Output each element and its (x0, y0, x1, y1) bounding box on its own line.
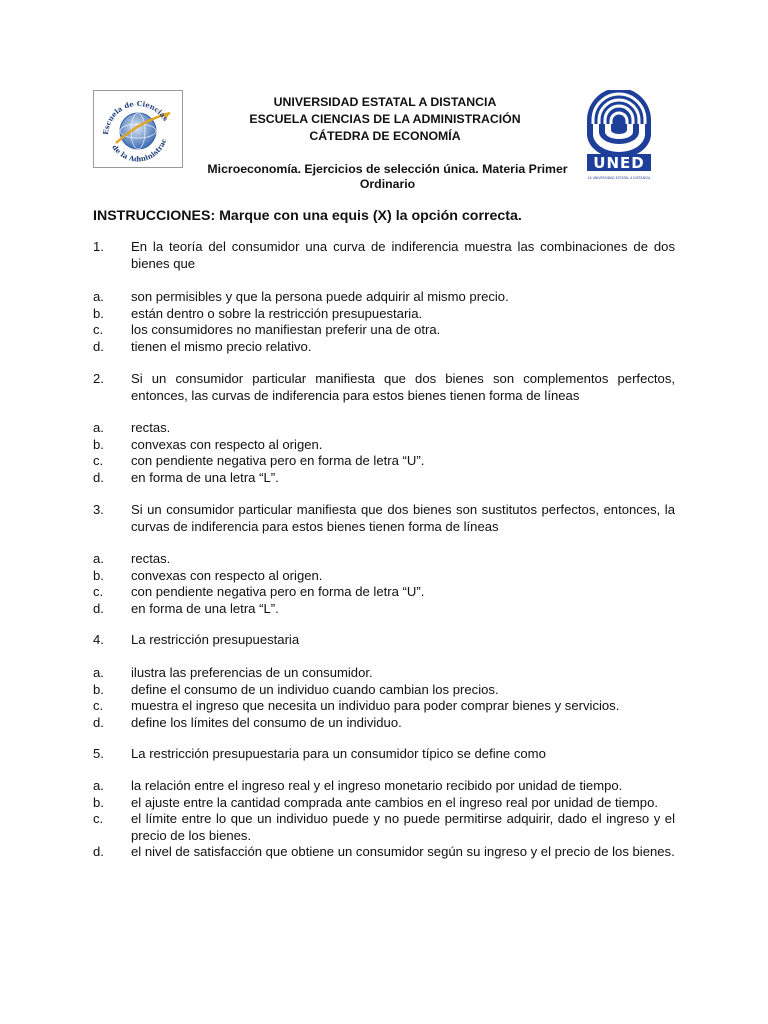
uned-logo (583, 90, 655, 186)
option-letter: d. (93, 714, 104, 730)
school-logo (93, 90, 183, 168)
answer-option[interactable] (93, 698, 675, 715)
option-letter: d. (93, 469, 104, 485)
answer-option[interactable] (93, 306, 675, 323)
answer-option[interactable] (93, 795, 675, 812)
question-stem (93, 502, 675, 535)
question-number: 1. (93, 239, 104, 254)
option-text: los consumidores no manifiestan preferir una de otra. (131, 322, 441, 337)
answer-option[interactable] (93, 339, 675, 356)
option-letter: d. (93, 600, 104, 616)
option-text: el límite entre lo que un individuo puede y no puede permitirse adquirir, dado el ingreso y el precio de los bienes. (131, 811, 675, 843)
option-text: la relación entre el ingreso real y el ingreso monetario recibido por unidad de tiempo. (131, 778, 623, 793)
answer-option[interactable] (93, 844, 675, 861)
question-1-options (93, 289, 675, 355)
question-text: Si un consumidor particular manifiesta que dos bienes son complementos perfectos, entonces, las curvas de indiferencia para estos bienes tienen forma de líneas (131, 371, 675, 403)
question-number: 2. (93, 371, 104, 386)
option-letter: d. (93, 338, 104, 354)
logo-arc-text-top: Escuela de Ciencias (100, 98, 171, 136)
option-text: están dentro o sobre la restricción presupuestaria. (131, 305, 423, 321)
question-4-options (93, 665, 675, 731)
option-letter: b. (93, 681, 104, 697)
question-4 (93, 632, 675, 649)
answer-option[interactable] (93, 682, 675, 699)
uned-logo-wordmark: UNED (593, 154, 645, 172)
answer-option[interactable] (93, 584, 675, 601)
option-text: el nivel de satisfacción que obtiene un consumidor según su ingreso y el precio de los bienes. (131, 844, 675, 859)
document-header (195, 94, 575, 145)
option-text: con pendiente negativa pero en forma de letra “U”. (131, 584, 425, 599)
question-stem (93, 746, 675, 763)
question-2-options (93, 420, 675, 486)
option-text: ilustra las preferencias de un consumidor. (131, 665, 373, 680)
option-letter: a. (93, 551, 104, 566)
option-text: define el consumo de un individuo cuando cambian los precios. (131, 681, 499, 697)
option-letter: a. (93, 778, 104, 793)
option-letter: b. (93, 436, 104, 452)
school-name: ESCUELA CIENCIAS DE LA ADMINISTRACIÓN (249, 112, 521, 126)
option-text: en forma de una letra “L”. (131, 469, 279, 485)
option-letter: a. (93, 420, 104, 435)
option-letter: c. (93, 322, 104, 337)
question-text: Si un consumidor particular manifiesta que dos bienes son sustitutos perfectos, entonces, la curvas de indiferencia para estos bienes tienen forma de líneas (131, 502, 675, 534)
question-stem (93, 239, 675, 272)
answer-option[interactable] (93, 601, 675, 618)
option-text: define los límites del consumo de un individuo. (131, 714, 402, 730)
document-subtitle: Microeconomía. Ejercicios de selección única. Materia Primer Ordinario (207, 162, 568, 191)
uned-logo-graphic (583, 90, 655, 186)
question-stem (93, 371, 675, 404)
answer-option[interactable] (93, 665, 675, 682)
question-stem (93, 632, 675, 649)
option-text: muestra el ingreso que necesita un individuo para poder comprar bienes y servicios. (131, 698, 620, 713)
instructions: INSTRUCCIONES: Marque con una equis (X) la opción correcta. (93, 208, 522, 224)
chair-name: CÁTEDRA DE ECONOMÍA (309, 129, 461, 143)
answer-option[interactable] (93, 568, 675, 585)
question-2 (93, 371, 675, 404)
answer-option[interactable] (93, 811, 675, 844)
option-letter: a. (93, 665, 104, 680)
option-letter: b. (93, 794, 104, 810)
option-letter: c. (93, 453, 104, 468)
question-number: 4. (93, 632, 104, 647)
option-text: convexas con respecto al origen. (131, 436, 323, 452)
answer-option[interactable] (93, 420, 675, 437)
option-letter: b. (93, 305, 104, 321)
uned-logo-tagline: LA UNIVERSIDAD ESTATAL A DISTANCIA (587, 176, 651, 180)
answer-option[interactable] (93, 322, 675, 339)
option-text: son permisibles y que la persona puede adquirir al mismo precio. (131, 289, 509, 304)
question-number: 3. (93, 502, 104, 517)
answer-option[interactable] (93, 453, 675, 470)
option-text: rectas. (131, 420, 171, 435)
question-5 (93, 746, 675, 763)
option-letter: c. (93, 811, 104, 826)
question-1 (93, 239, 675, 272)
school-logo-graphic (94, 91, 182, 167)
option-letter: a. (93, 289, 104, 304)
answer-option[interactable] (93, 778, 675, 795)
answer-option[interactable] (93, 551, 675, 568)
question-text: En la teoría del consumidor una curva de indiferencia muestra las combinaciones de dos bienes que (131, 239, 675, 271)
answer-option[interactable] (93, 470, 675, 487)
option-text: el ajuste entre la cantidad comprada ante cambios en el ingreso real por unidad de tiempo. (131, 794, 658, 810)
answer-option[interactable] (93, 289, 675, 306)
answer-option[interactable] (93, 715, 675, 732)
question-3-options (93, 551, 675, 617)
option-text: tienen el mismo precio relativo. (131, 338, 312, 354)
option-letter: c. (93, 584, 104, 599)
question-text: La restricción presupuestaria para un consumidor típico se define como (131, 746, 546, 761)
question-text: La restricción presupuestaria (131, 632, 300, 647)
university-name: UNIVERSIDAD ESTATAL A DISTANCIA (273, 95, 497, 109)
answer-option[interactable] (93, 437, 675, 454)
option-text: en forma de una letra “L”. (131, 600, 279, 616)
option-letter: b. (93, 567, 104, 583)
question-number: 5. (93, 746, 104, 761)
question-3 (93, 502, 675, 535)
logo-arc-text-bottom: de la Administrac (110, 137, 169, 164)
option-letter: c. (93, 698, 104, 713)
option-text: con pendiente negativa pero en forma de letra “U”. (131, 453, 425, 468)
option-text: convexas con respecto al origen. (131, 567, 323, 583)
option-letter: d. (93, 844, 104, 859)
option-text: rectas. (131, 551, 171, 566)
question-5-options (93, 778, 675, 861)
